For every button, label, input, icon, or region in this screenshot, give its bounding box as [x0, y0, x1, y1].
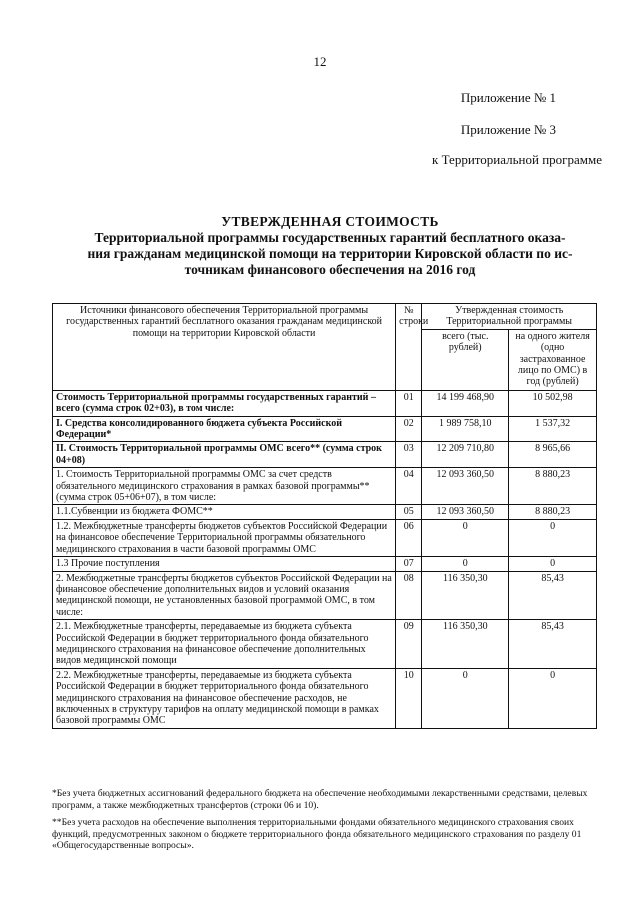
table-row [53, 442, 597, 468]
document-title [70, 214, 590, 278]
table-row [53, 571, 597, 620]
row-total: 12 093 360,50 [422, 468, 509, 505]
row-total: 0 [422, 668, 509, 728]
row-total: 1 989 758,10 [422, 416, 509, 442]
header-cost: Утвержденная стоимость Территориальной программы [422, 304, 597, 330]
table-row [53, 390, 597, 416]
row-number: 07 [396, 557, 422, 571]
row-per-capita: 1 537,32 [509, 416, 597, 442]
row-total: 0 [422, 519, 509, 556]
table-row [53, 416, 597, 442]
table-row [53, 620, 597, 669]
row-label: 1. Стоимость Территориальной программы ОМС за счет средств обязательного медицинского страхования в рамках базовой программы** (сумма строк 05+06+07), в том числе: [53, 468, 396, 505]
row-per-capita: 85,43 [509, 571, 597, 620]
row-label: 1.3 Прочие поступления [53, 557, 396, 571]
appendix-line-2: Приложение № 3 [460, 122, 556, 137]
row-total: 0 [422, 557, 509, 571]
header-total: всего (тыс. рублей) [422, 329, 509, 390]
header-source: Источники финансового обеспечения Территориальной программы государственных гарантий бесплатного оказания гражданам медицинской помощи на территории Кировской области [53, 304, 396, 391]
row-number: 01 [396, 390, 422, 416]
row-label: Стоимость Территориальной программы государственных гарантий – всего (сумма строк 02+03), в том числе: [53, 390, 396, 416]
row-total: 116 350,30 [422, 571, 509, 620]
row-per-capita: 0 [509, 557, 597, 571]
table-row [53, 557, 597, 571]
row-total: 12 209 710,80 [422, 442, 509, 468]
row-per-capita: 8 880,23 [509, 505, 597, 519]
title-sub-2: ния гражданам медицинской помощи на территории Кировской области по ис- [87, 246, 573, 261]
row-label: 2. Межбюджетные трансферты бюджетов субъектов Российской Федерации на финансовое обеспечение дополнительных видов и условий оказания медицинской помощи, не установленных базовой программой ОМС, в том числе: [53, 571, 396, 620]
table-row [53, 519, 597, 556]
row-label: II. Стоимость Территориальной программы ОМС всего** (сумма строк 04+08) [53, 442, 396, 468]
title-sub-1: Территориальной программы государственных гарантий бесплатного оказа- [94, 230, 566, 245]
table-body [53, 390, 597, 728]
row-label: 2.2. Межбюджетные трансферты, передаваемые из бюджета субъекта Российской Федерации в бюджет территориального фонда обязательного медицинского страхования на финансовое обеспечение расходов, не включенных в структуру тарифов на оплату медицинской помощи в рамках базовой программы ОМС [53, 668, 396, 728]
row-per-capita: 0 [509, 668, 597, 728]
appendix-line-3: к Территориальной программе [432, 152, 602, 167]
row-label: 1.2. Межбюджетные трансферты бюджетов субъектов Российской Федерации на финансовое обеспечение Территориальной программы обязательного медицинского страхования в части базовой программы ОМС [53, 519, 396, 556]
row-per-capita: 8 965,66 [509, 442, 597, 468]
title-main: УТВЕРЖДЕННАЯ СТОИМОСТЬ [221, 214, 439, 229]
header-per-capita: на одного жителя (одно застрахованное лицо по ОМС) в год (рублей) [509, 329, 597, 390]
table-row [53, 668, 597, 728]
table-header [53, 304, 597, 391]
footnote-2: **Без учета расходов на обеспечение выполнения территориальными фондами обязательного медицинского страхования своих функций, предусмотренных законом о бюджете территориального фонда обязательного медицинского страхования по разделу 01 «Общегосударственные вопросы». [52, 817, 582, 852]
row-label: I. Средства консолидированного бюджета субъекта Российской Федерации* [53, 416, 396, 442]
row-total: 12 093 360,50 [422, 505, 509, 519]
table-row [53, 505, 597, 519]
row-number: 06 [396, 519, 422, 556]
row-total: 14 199 468,90 [422, 390, 509, 416]
appendix-line-1: Приложение № 1 [460, 90, 556, 105]
page-number: 12 [313, 54, 327, 69]
title-sub-3: точникам финансового обеспечения на 2016 год [184, 262, 476, 277]
header-row-no: № строки [396, 304, 422, 391]
row-number: 03 [396, 442, 422, 468]
row-label: 2.1. Межбюджетные трансферты, передаваемые из бюджета субъекта Российской Федерации в бюджет территориального фонда обязательного медицинского страхования на финансовое обеспечение дополнительных видов медицинской помощи [53, 620, 396, 669]
cost-table [52, 303, 597, 729]
row-number: 05 [396, 505, 422, 519]
row-number: 02 [396, 416, 422, 442]
row-total: 116 350,30 [422, 620, 509, 669]
footnote-1: *Без учета бюджетных ассигнований федерального бюджета на обеспечение необходимыми лекарственными средствами, целевых программ, а также межбюджетных трансфертов (строки 06 и 10). [52, 788, 588, 811]
table-row [53, 468, 597, 505]
row-per-capita: 8 880,23 [509, 468, 597, 505]
row-per-capita: 0 [509, 519, 597, 556]
row-number: 04 [396, 468, 422, 505]
row-label: 1.1.Субвенции из бюджета ФОМС** [53, 505, 396, 519]
row-per-capita: 85,43 [509, 620, 597, 669]
row-per-capita: 10 502,98 [509, 390, 597, 416]
row-number: 10 [396, 668, 422, 728]
row-number: 09 [396, 620, 422, 669]
row-number: 08 [396, 571, 422, 620]
